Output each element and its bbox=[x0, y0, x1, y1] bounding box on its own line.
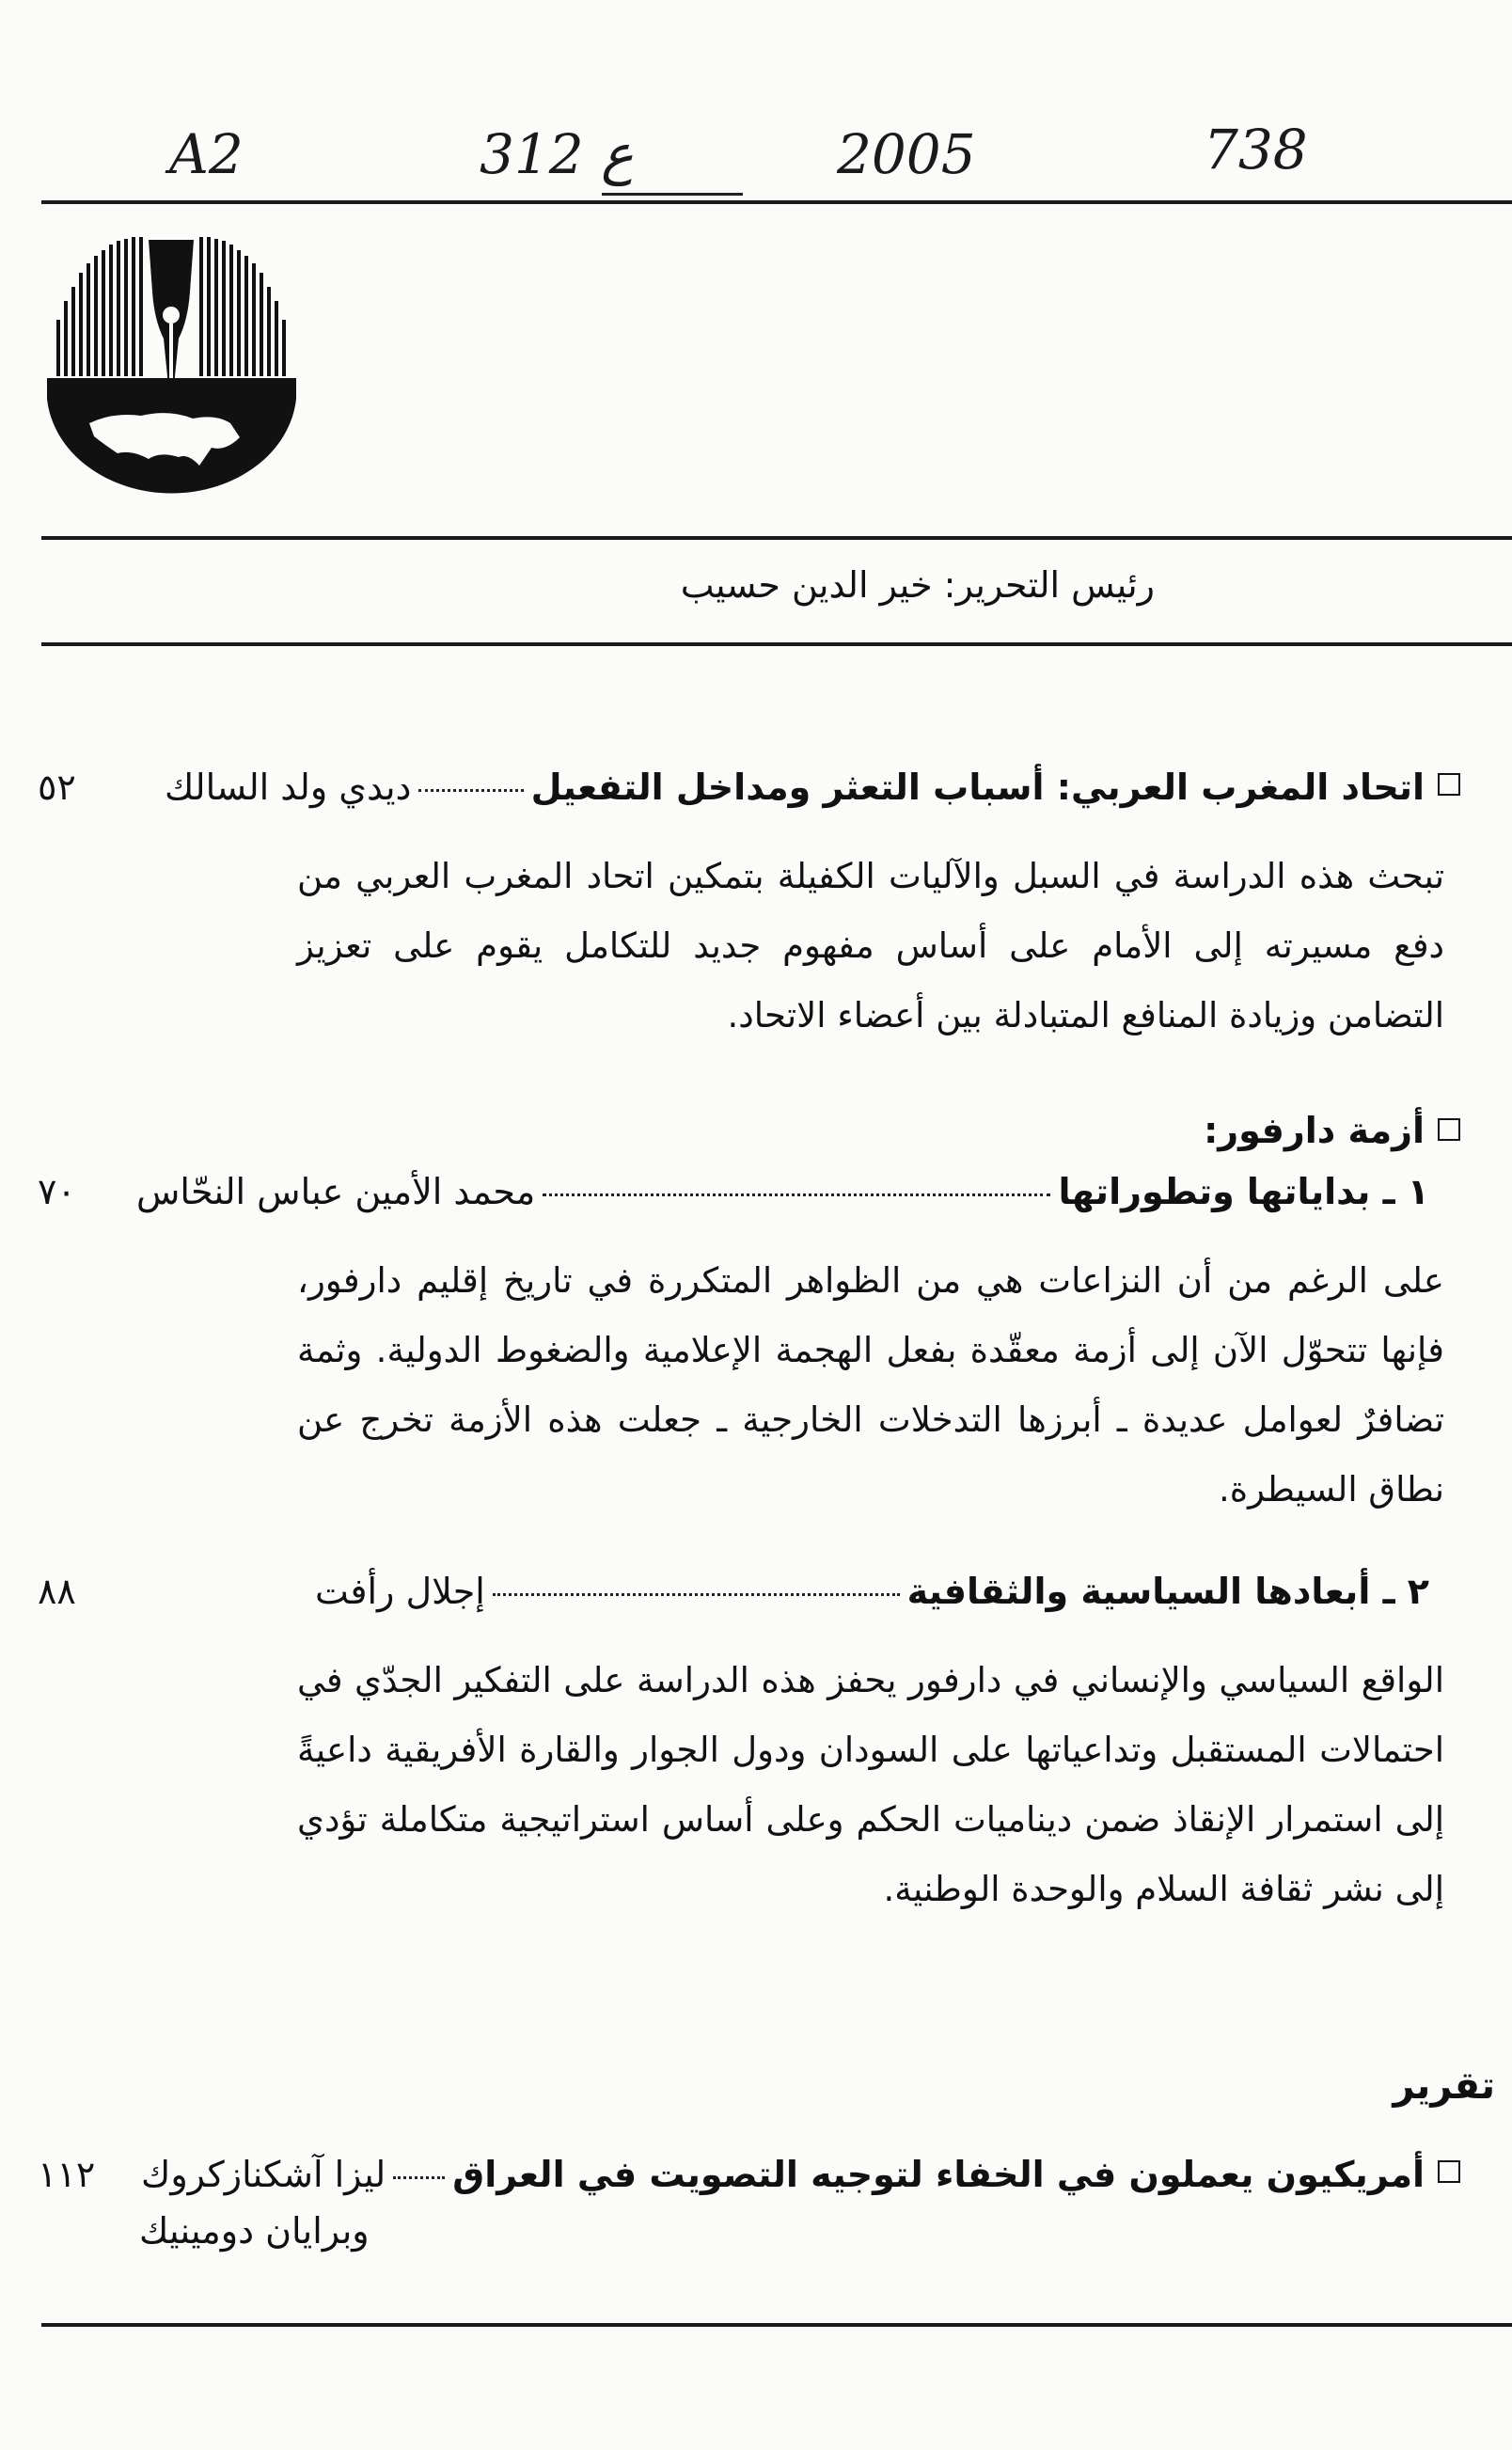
report-author-2: وبرايان دومينيك bbox=[139, 2210, 370, 2252]
toc-entry-report[interactable] bbox=[141, 2154, 1460, 2195]
handwritten-note-left: A2 bbox=[169, 122, 244, 186]
logo-emblem-icon bbox=[38, 235, 306, 503]
toc-entry-2[interactable] bbox=[136, 1171, 1429, 1212]
entry-3-page: ٨٨ bbox=[38, 1571, 76, 1612]
entry-3-abstract: الواقع السياسي والإنساني في دارفور يحفز هذه الدراسة على التفكير الجدّي في احتمالات المستقبل وتداعياتها على السودان ودول الجوار والقارة الأفريقية داعيةً إلى استمرار الإنقاذ ضمن ديناميات الحكم وعلى أساس استراتيجية متكاملة تؤدي إلى نشر ثقافة السلام والوحدة الوطنية. bbox=[297, 1660, 1444, 1909]
report-section-heading: تقرير bbox=[1393, 2064, 1495, 2108]
toc-entry-3[interactable] bbox=[315, 1571, 1429, 1612]
leader-dots bbox=[493, 1593, 900, 1596]
editor-in-chief: رئيس التحرير: خير الدين حسيب bbox=[680, 564, 1155, 606]
entry-2-title: ١ ـ بداياتها وتطوراتها bbox=[1058, 1171, 1429, 1212]
top-rule bbox=[41, 200, 1512, 204]
entry-1-abstract: تبحث هذه الدراسة في السبل والآليات الكفيلة بتمكين اتحاد المغرب العربي من دفع مسيرته إلى الأمام على أساس مفهوم جديد للتكامل يقوم على تعزيز التضامن وزيادة المنافع المتبادلة بين أعضاء الاتحاد. bbox=[297, 856, 1444, 1035]
toc-entry-1[interactable] bbox=[165, 767, 1460, 808]
entry-2-abstract: على الرغم من أن النزاعات هي من الظواهر المتكررة في تاريخ إقليم دارفور، فإنها تتحوّل الآن إلى أزمة معقّدة بفعل الهجمة الإعلامية والضغوط الدولية. وثمة تضافرٌ لعوامل عديدة ـ أبرزها التدخلات الخارجية ـ جعلت هذه الأزمة تخرج عن نطاق السيطرة. bbox=[297, 1260, 1444, 1510]
leader-dots bbox=[543, 1193, 1050, 1196]
leader-dots bbox=[393, 2176, 445, 2179]
handwritten-underline bbox=[602, 193, 743, 196]
center-logo bbox=[38, 235, 306, 503]
handwritten-note-center-left: 312 ع bbox=[480, 122, 634, 186]
logo-bottom-rule bbox=[41, 536, 1512, 540]
leader-dots bbox=[418, 789, 523, 792]
entry-1-page: ٥٢ bbox=[38, 767, 76, 808]
checkbox-icon bbox=[1438, 773, 1460, 796]
entry-3-author: إجلال رأفت bbox=[315, 1571, 485, 1612]
editor-bottom-rule bbox=[41, 642, 1512, 646]
report-title: أمريكيون يعملون في الخفاء لتوجيه التصويت في العراق bbox=[452, 2154, 1425, 2195]
report-author-1: ليزا آشكنازكروك bbox=[141, 2154, 386, 2195]
handwritten-note-right: 738 bbox=[1204, 118, 1308, 182]
entry-1-author: ديدي ولد السالك bbox=[165, 767, 412, 808]
bottom-rule bbox=[41, 2323, 1512, 2327]
darfur-heading bbox=[1204, 1110, 1460, 1151]
entry-1-title: اتحاد المغرب العربي: أسباب التعثر ومداخل التفعيل bbox=[530, 767, 1425, 808]
report-page: ١١٢ bbox=[38, 2154, 96, 2195]
darfur-heading-text: أزمة دارفور: bbox=[1204, 1110, 1425, 1151]
checkbox-icon bbox=[1438, 1118, 1460, 1141]
entry-3-title: ٢ ـ أبعادها السياسية والثقافية bbox=[906, 1571, 1429, 1612]
checkbox-icon bbox=[1438, 2160, 1460, 2183]
entry-2-page: ٧٠ bbox=[38, 1171, 76, 1212]
handwritten-note-center-right: 2005 bbox=[837, 122, 976, 186]
entry-2-author: محمد الأمين عباس النحّاس bbox=[136, 1171, 536, 1212]
